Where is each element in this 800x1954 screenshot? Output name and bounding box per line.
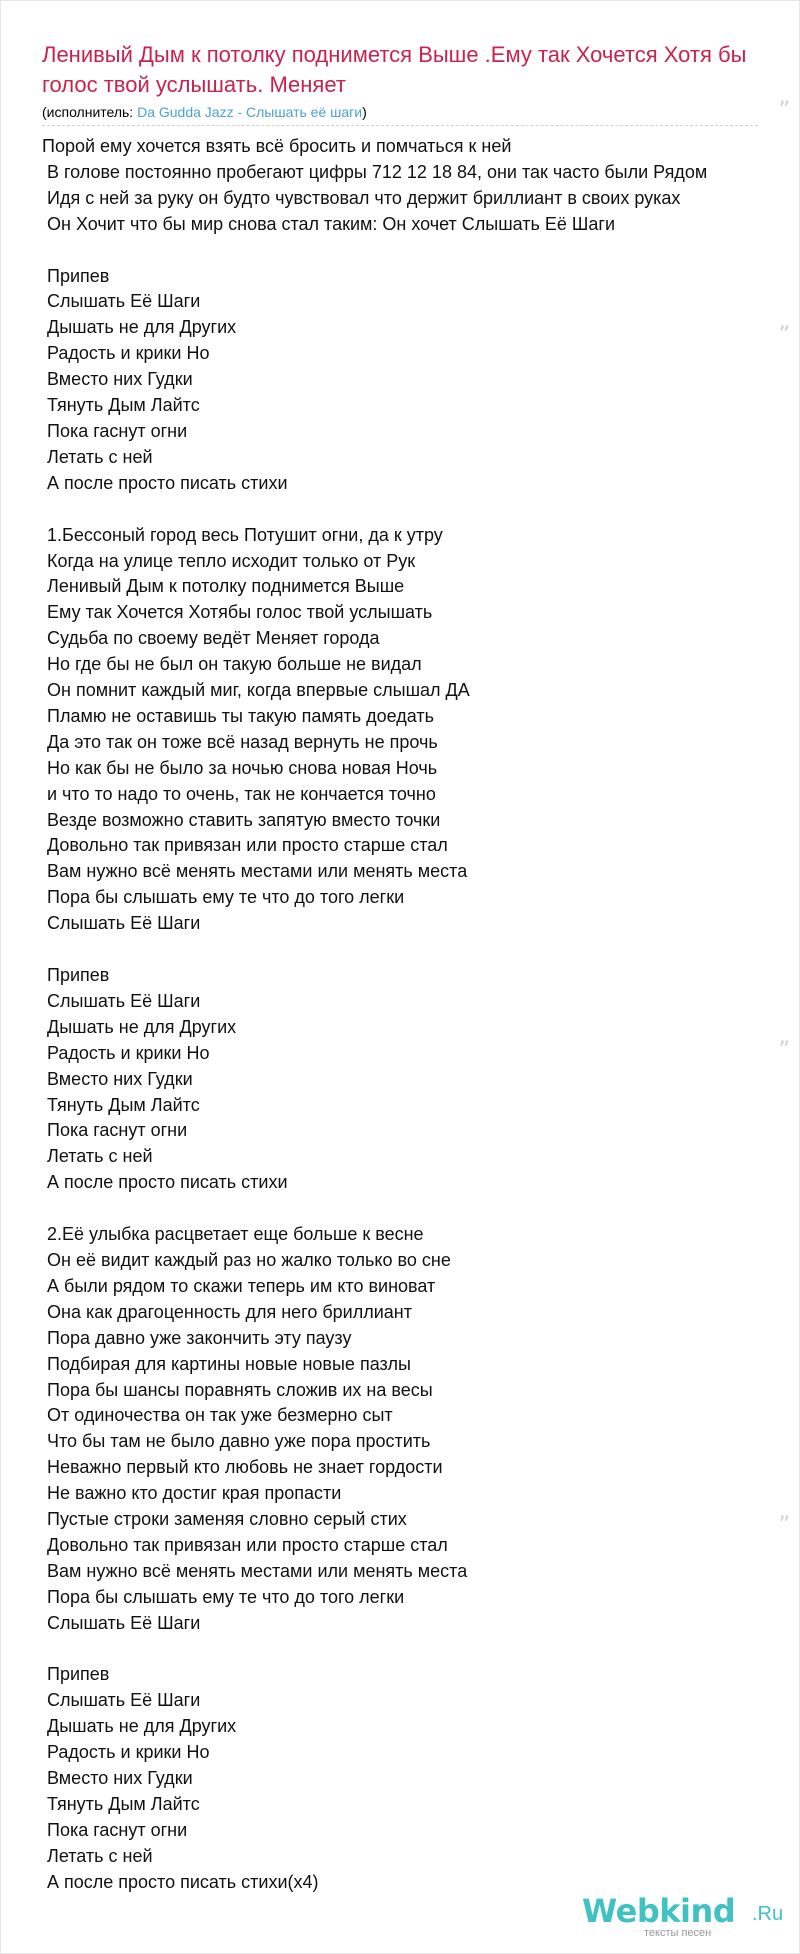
lyrics-line: Летать с ней (42, 1146, 153, 1167)
lyrics-line: Дышать не для Других (42, 317, 237, 338)
lyrics-line: Пора давно уже закончить эту паузу (42, 1327, 352, 1348)
webkind-logo[interactable] (582, 1893, 792, 1943)
lyrics-line: Да это так он тоже всё назад вернуть не прочь (42, 731, 438, 752)
lyrics-line: Он Хочит что бы мир снова стал таким: Он хочет Слышать Её Шаги (42, 213, 616, 234)
lyrics-line: А после просто писать стихи (42, 1172, 288, 1193)
lyrics-line: Летать с ней (42, 446, 153, 467)
lyrics-line: Вам нужно всё менять местами или менять места (42, 1560, 468, 1581)
lyrics-line: Когда на улице тепло исходит только от Рук (42, 550, 416, 571)
lyrics-line: Довольно так привязан или просто старше стал (42, 835, 448, 856)
lyrics-line: Припев (42, 1664, 110, 1685)
artist-prefix: (исполнитель: (42, 104, 138, 120)
lyrics-line: Слышать Её Шаги (42, 990, 201, 1011)
lyrics-line: Ему так Хочется Хотябы голос твой услышать (42, 602, 433, 623)
lyrics-line: Слышать Её Шаги (42, 1690, 201, 1711)
lyrics-line: Везде возможно ставить запятую вместо точки (42, 809, 441, 830)
lyrics-line: Идя с ней за руку он будто чувствовал что держит бриллиант в своих руках (42, 187, 681, 208)
header-divider (42, 125, 758, 126)
lyrics-line: От одиночества он так уже безмерно сыт (42, 1405, 393, 1426)
lyrics-line: Пустые строки заменяя словно серый стих (42, 1509, 407, 1530)
artist-song-link[interactable]: Da Gudda Jazz - Слышать её шаги (137, 104, 363, 120)
lyrics-line: Он помнит каждый миг, когда впервые слышал ДА (42, 680, 470, 701)
quote-mark-icon: ” (778, 98, 790, 123)
logo-tagline: тексты песен (644, 1927, 712, 1939)
lyrics-line: Радость и крики Но (42, 1042, 210, 1063)
lyrics-line: Он её видит каждый раз но жалко только во сне (42, 1249, 451, 1270)
lyrics-line: Летать с ней (42, 1845, 153, 1866)
lyrics-line: 1.Бессоный город весь Потушит огни, да к утру (42, 524, 443, 545)
lyrics-line: Тянуть Дым Лайтс (42, 395, 200, 416)
lyrics-line: Ленивый Дым к потолку поднимется Выше (42, 576, 405, 597)
lyrics-line: Не важно кто достиг края пропасти (42, 1483, 342, 1504)
lyrics-line: Пока гаснут огни (42, 420, 188, 441)
lyrics-line: Неважно первый кто любовь не знает гордости (42, 1457, 443, 1478)
lyrics-line: Пламю не оставишь ты такую память доедать (42, 705, 434, 726)
lyrics-line: А после просто писать стихи (42, 472, 288, 493)
lyrics-line: Тянуть Дым Лайтс (42, 1094, 200, 1115)
lyrics-line: Пора бы шансы поравнять сложив их на весы (42, 1379, 433, 1400)
lyrics-line: Пока гаснут огни (42, 1120, 188, 1141)
lyrics-line: Слышать Её Шаги (42, 1612, 201, 1633)
lyrics-line: Тянуть Дым Лайтс (42, 1794, 200, 1814)
lyrics-line: А были рядом то скажи теперь им кто виноват (42, 1275, 436, 1296)
lyrics-line: Подбирая для картины новые новые пазлы (42, 1353, 411, 1374)
lyrics-line: 2.Её улыбка расцветает еще больше к весне (42, 1224, 424, 1245)
lyrics-line: Радость и крики Но (42, 1742, 210, 1763)
lyrics-line: Пора бы слышать ему те что до того легки (42, 887, 405, 908)
quote-mark-icon: ” (778, 323, 790, 348)
song-header (42, 40, 762, 121)
lyrics-line: Пока гаснут огни (42, 1819, 188, 1840)
artist-suffix: ) (362, 104, 367, 120)
lyrics-line: Вместо них Гудки (42, 369, 193, 390)
lyrics-line: Слышать Её Шаги (42, 913, 201, 934)
lyrics-line: Вам нужно всё менять местами или менять места (42, 861, 468, 882)
lyrics-line: Радость и крики Но (42, 343, 210, 364)
lyrics-line: Судьба по своему ведёт Меняет города (42, 628, 380, 649)
lyrics-line: В голове постоянно пробегают цифры 712 12 18 84, они так часто были Рядом (42, 161, 708, 182)
lyrics-text (42, 134, 800, 1896)
logo-wordmark: Webkind (582, 1892, 736, 1930)
lyrics-line: Дышать не для Других (42, 1016, 237, 1037)
lyrics-line: А после просто писать стихи(x4) (42, 1871, 319, 1892)
lyrics-line: Но как бы не было за ночью снова новая Ночь (42, 757, 438, 778)
lyrics-line: и что то надо то очень, так не кончается точно (42, 783, 436, 804)
lyrics-line: Она как драгоценность для него бриллиант (42, 1301, 412, 1322)
lyrics-line: Вместо них Гудки (42, 1068, 193, 1089)
song-title: Ленивый Дым к потолку поднимется Выше .Ему так Хочется Хотя бы голос твой услышать. Меняет (42, 42, 747, 97)
artist-line (42, 103, 762, 121)
lyrics-line: Довольно так привязан или просто старше стал (42, 1534, 448, 1555)
lyrics-line: Слышать Её Шаги (42, 291, 201, 312)
quote-mark-icon: ” (778, 1513, 790, 1538)
lyrics-line: Но где бы не был он такую больше не видал (42, 654, 422, 675)
lyrics-line: Пора бы слышать ему те что до того легки (42, 1586, 405, 1607)
lyrics-line: Припев (42, 265, 110, 286)
lyrics-line: Припев (42, 965, 110, 985)
lyrics-line: Вместо них Гудки (42, 1768, 193, 1789)
lyrics-line: Что бы там не было давно уже пора простить (42, 1431, 431, 1452)
lyrics-line: Порой ему хочется взять всё бросить и помчаться к ней (42, 136, 512, 156)
logo-domain: .Ru (752, 1903, 784, 1925)
lyrics-line: Дышать не для Других (42, 1716, 237, 1737)
quote-mark-icon: ” (778, 1038, 790, 1063)
